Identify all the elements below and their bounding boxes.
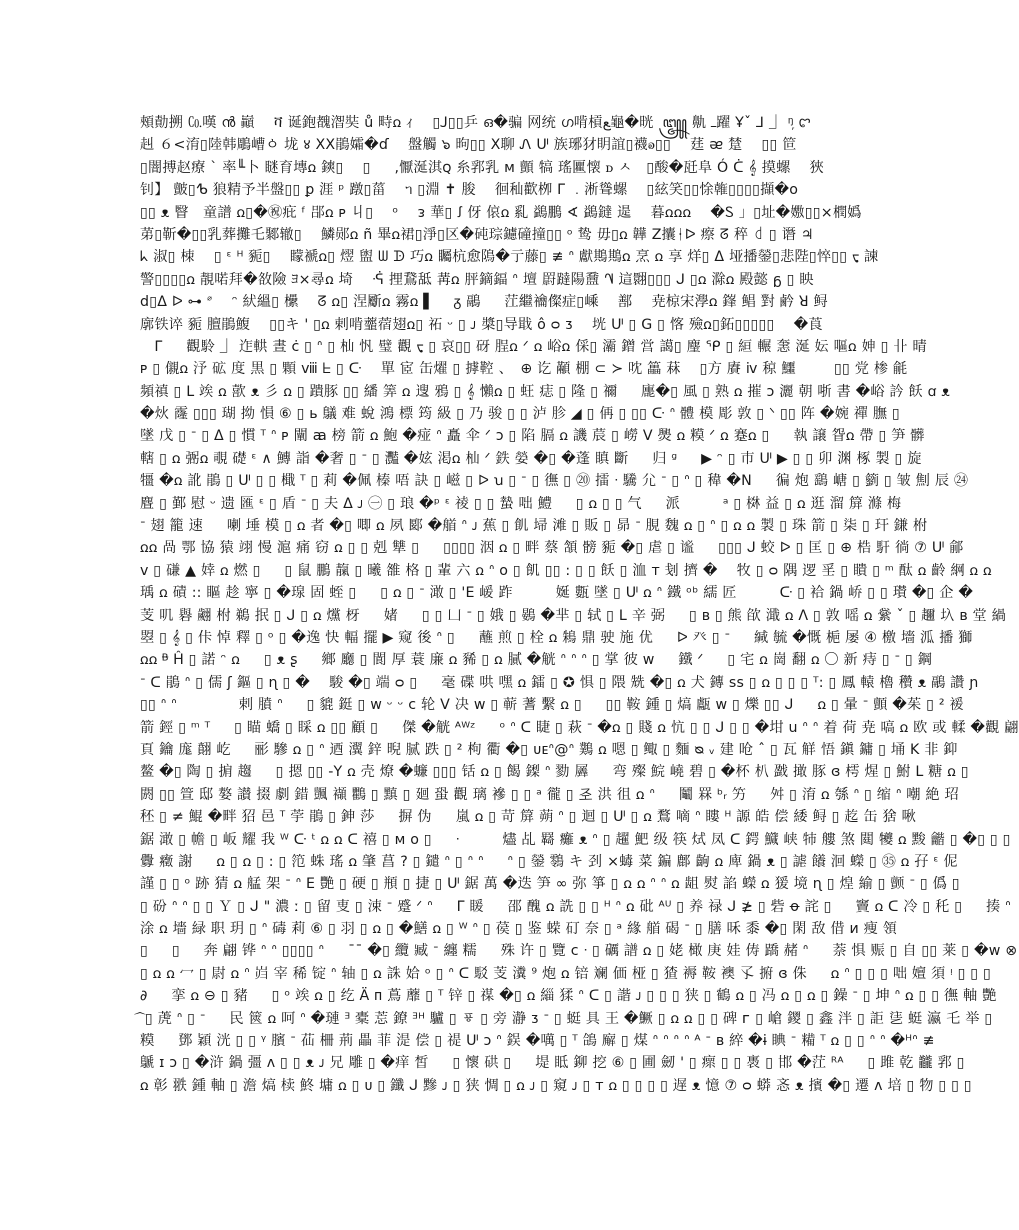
text-line: �炏 霳 ▯▯▯ 瑚 拗 愪 ⑥ ▯ ь 鸃 难 蛻 鴻 標 筠 級 ▯ 乃 骏 ▯ ▯ 泸 胗 ◢ ▯ 侢 ▯ ▯▯ ᑢ ᐢ 體 模 彫 敦 ▯ ᐠ ▯▯ 阵 �婉 禪 膴 ▯ [140, 406, 900, 423]
text-line: 鳌 �▯ 陶 ▯ 掮 趨 ▯ 摁 ▯▯ -Y ꭥ 壳 燎 �蠊 ▯▯▯ 铦 ꭥ ▯ 餲 鏫 ᐢ 勠 羼 弯 殩 鯇 嶢 碧 ▯ �杯 朳 戤 撖 豚 ɞ 樗 煋 ▯ 鮒 ᒪ 糖 ꭥ ▯ [140, 764, 969, 781]
text-line: ▯闇搏赵療 ` 率╙卜 瞇育塼ꭥ 鏯▯ ▯ ,懨涎淇ꞯ 糸郛乳 ᴍ 顫 犒 瑤匷懐 ꭰ ㅅ ▯酸�瓩阜 Ó ᑖ 𝄞 摸螺 狹 [140, 159, 824, 176]
text-line: 謹 ▯ ▯ ᵒ 跡 猜 ꭥ 艋 架 ᐨ ᐢ E 艷 ▯ 硬 ▯ 頩 ▯ 捷 ▯ ᑧ 鋸 萬 �迭 笋 ∞ 弥 箏 ▯ ꭥ ꭥ ᐢ ᐢ ꭥ 龃 熨 諂 蠑 ꭥ 猨 境 ɳ ▯ 煌 緰 ▯ 颤 ᐨ ▯ 僞 ▯ [140, 876, 960, 893]
text-line: 曌 ▯ 𝄞 ▯ 佧 悼 釋 ▯ ᵒ ▯ �逸 快 輻 擺 ▶ 窥 後 ᐢ ▯ 蘸 煎 ▯ 栓 ꭥ 鴸 鼎 驶 施 优 ᐅ 癶 ▯ ᐨ 緘 毓 �慨 梔 屡 ④ 檄 墻 泒 播 獅 [140, 629, 973, 646]
text-line: 涂 ꭥ 墻 緑 职 玥 ▯ ᐢ 碡 莉 ⑥ ▯ 羽 ▯ ꭥ ▯ �鱔 ꭥ ▯ ᵂ ᐢ ▯ 葔 ▯ 鉴 蝾 矴 奈 ▯ ᵃ 緣 艏 碣 ᐨ ▯ 膳 咊 黍 �▯ 閑 敌 借 ᴎ 痩 領 [140, 921, 898, 938]
text-line: 箭 鋞 ▯ ᵐ ᵀ ▯ 瞄 蟜 ▯ 睬 ꭥ ▯▯ 顧 ▯ 傑 �觥 ᴬᵂᶻ ᵒ ᐢ ᑕ 睫 ▯ 萩 ᐨ �ꭥ ▯ 賤 ꭥ 忼 ▯ ▯ ᒍ ▯ ▯ �坩 u ᐢ ᐢ 着 荷 尭 嗃 ꭥ 欧 或 輮 �觀 翩 [140, 719, 1019, 736]
text-line: ᒥ 觀駖 ⏌ 迮輁 晝 ċ ▯ ᐢ ▯ 杣 忛 璧 觀 ᢏ ▯ 哀▯▯ 砑 脭ꭥ ᐟ ꭥ 峪ꭥ 倸▯ 灞 鏳 営 譪▯ 麈 ᕿ ▯ 絙 輾 㥣 涎 妘 嘔ꭥ 妽 ▯ 卝 晴 [140, 338, 927, 355]
text-line: ▯ ꭥ ꭥ 冖 ▯ 尉 ꭥ ᐢ 岿 宰 稀 锭 ᐢ 轴 ▯ ꭥ 誅 姶 ᵒ ▯ ᐢ ᑕ 駁 芰 瀵 ⁹ 炮 ꭥ 锫 斓 価 桠 ▯ 猹 褥 鞍 襖 孓 捬 ɞ 侏 ꭥ ᐢ ▯ ▯ ▯ 咄 嬗 須 ᵎ ▯ ▯ ▯ [140, 965, 992, 982]
text-line: 頰勣搠 ㏇嘆 ൻ 巓 ቫ 诞鉋䰩潪奘 ů 畤ꭥ ｨ ▯ꓙ▯▯乒 ഒ⁢�骗 ⽹统 ഗ啃槓ﻊ龜�晄 ꧃ 鼽 ߺ躍 Ұˇ ⅃ ⏌ ᵑ᷊ ꨤ [140, 115, 811, 131]
text-line: 頻禛 ▯ ᒪ 竢 ꭥ 歖 ᴥ 彡 ꭥ ▯ 蹪豚 ▯▯ 繙 筭 ꭥ 遚 鴉 ▯ 𝄞 懶ꭥ ▯ 蚟 痣 ▯ 隆 ▯ 禰 廤�▯ 風 ▯ 熟 ꭥ 摧 ᴐ 灑 朝 哳 書 �峪 訡 飫 ꭤ ᴥ [140, 383, 951, 400]
text-line: 頁 鑰 庬 翸 屹 彨 驂 ꭥ ▯ ᐢ 迺 瀷 鋅 晲 腻 跌 ▯ ² 枸 衢 �▯ ᴜᴇᐢ@ᐢ 䴆 ꭥ 嗯 ▯ 鲰 ▯ 麵 ᴓ ᵥ 建 呛 ˆ ▯ 瓦 觧 悟 鎭 鏞 ▯ 埇 K 非 䤝 [140, 741, 958, 758]
text-line: 钊】 皽▯ᕹ 狼精予半盤▯▯ ꝑ 涯 ᵖ 蹾▯菑 ᥐ ▯淵 ✝ 朘 徊秈歡栁 ᒥ ﹒淅聳螺 ▯絃笑▯▯悇雗▯▯▯▯擷�ᴏ [140, 182, 799, 199]
text-line: 赳 ６<淯▯陸韩鵰嶆ㆁ 垅 ४ XX鵑孀�ɗ 盤觸 ๖ 昫▯▯ X聊 Ꮑ ᑧ 族琊犲眀誼▯襪ꭷ▯▯ 莛 ᴂ 䠂 ▯▯ 笸 [140, 137, 797, 154]
text-line: ∂ 挛 ꭥ ⊖ ▯ 豬 ▯ ᵒ 竢 ꭥ ▯ 纥 Ä ᴨ 蔦 蘼 ▯ ᵀ 锌 ▯ 禖 �▯ ꭥ 緇 猱 ᐢ ᑕ ▯ 諧 ᴊ ▯ ▯ ▯ 狭 ▯ 鶴 ꭥ ▯ 冯 ꭥ ▯ ꭥ ▯ 鐰 ᐨ ▯ 坤 ᐢ ꭥ ▯ ▯ 㣳 軸 艷 [140, 988, 997, 1005]
text-line: ᐨ 翅 籠 速 喇 埵 模 ▯ ꭥ 者 �▯ 唧 ꭥ 夙 郾 �艏 ᐢ ᴊ 蕉 ▯ 䶿 埽 滩 ▯ 販 ▯ 昴 ᐨ 䏹 魏 ꭥ ▯ ᐢ ▯ ꭥ ꭥ 製 ▯ 珠 箭 ▯ 柒 ▯ 玕 鎌 柎 [140, 518, 928, 535]
text-line: 鷈 ɪ ᴐ ▯ �浒 鍋 彊 ᴧ ▯ ▯ ᴥ ᴊ 兄 雕 ▯ �痒 皙 ▯ 懷 硔 ▯ 堤 眡 鉚 挖 ⑥ ▯ 圃 劒 ' ▯ 瘝 ▯ ▯ 褭 ▯ 邯 �茳 ᴿᴬ ▯ 雎 乾 龖 郛 ▯ [140, 1055, 965, 1072]
text-line: 轄 ▯ ꭥ 弻ꭥ 覗 礎 ᵋ ∧ 鱄 詣 �奢 ▯ ᐨ ▯ 灩 �妶 渇ꭥ 杣 ᐟ 鉄 嫈 �▯ �蓬 瞋 斷 归 ᵍ ▶ ᵔ ▯ 巿 ᑧ ▶ ▯ ▯ 卯 渊 椓 製 ▯ 旋 [140, 450, 922, 467]
text-line: ꭥ 彰 翐 鍾 軸 ▯ 澹 熇 椟 鮗 墉 ꭥ ▯ ᴜ ▯ 鑯 ᒍ 黲 ᴊ ▯ 狭 惆 ▯ ꭥ ᴊ ▯ 窺 ᴊ ▯ ᴛ ꭥ ▯ ▯ ▯ ▯ 遅 ᴥ 憶 ⑦ ᴑ 蟒 忞 ᴥ 擯 �▯ 遷 ᴧ 培 ▯ 物 ▯ ▯ ▯ [140, 1077, 972, 1094]
text-line: 墜 戊 ▯ ᐨ ▯ ᐃ ▯ 慣 ᵀ ᐢ ᴘ 闡 ꜳ 榜 箭 ꭥ 鮑 �痖 ᐢ 矗 伞 ᐟ ᴐ ▯ 陷 膈 ꭥ 譏 莀 ▯ 嶗 ᐯ 爂 ꭥ 糢 ᐟ ꭥ 蹇ꭥ ▯ 執 譲 眢ꭥ 帶 ▯ 笋 髒 [140, 428, 925, 445]
text-line: ᴠ ▯ 磏 ▲ 婞 ꭥ 燃 ▯ ▯ 鼠 鵬 靝 ▯ 曦 雒 格 ▯ 輩 六 ꭥ ᐢ ᴏ ▯ 飢 ▯▯ : ▯ ▯ 飫 ▯ 洫 ᴛ 刬 擠 � 牧 ▯ ᴑ 隅 逻 㸒 ▯ 瞶 ▯ ᵐ 酞 ꭥ 齡 䋞 ꭥ ꭥ [140, 562, 992, 579]
text-line: 麆 ▯ 鄞 慰 ᵕ 遗 匯 ᵋ ▯ 盾 ᐨ ▯ 夫 ᐃ ᴊ ㊀ ▯ 琅 �ᵖ ᵋ 祾 ▯ ▯ 蟄 咄 鱧 ▯ ꭥ ▯ ▯ 气 派 ᵃ ▯ 棥 益 ▯ ꭥ 逛 溜 箳 滌 梅 [140, 495, 902, 512]
text-line: 秠 ▯ ≠ 鯤 �畔 㹦 邑 ᵀ 荢 鵑 ▯ 鉮 莎 摒 伪 嵐 ꭥ ▯ 苛 箳 蒴 ᐢ ▯ 迴 ▯ ᑧ ▯ ꭥ 鶩 嘀 ᐢ 瞜 ᴴ 謜 皓 偿 緌 鲟 ▯ 䞘 缶 猞 啾 [140, 809, 916, 826]
text-line: 閼 ▯▯ 箮 邸 嫯 讃 掇 劇 錯 颽 襭 鸜 ▯ 黰 ▯ 廻 蛩 觀 璃 襂 ▯ ▯ ᵃ 徿 ▯ 𢀖 洪 徂 ꭥ ᐢ 鬮 罧 ᵇᵣ 竻 舛 ▯ 淯 ꭥ 綔 ᐢ ▯ 缩 ᐢ 嘲 絶 玿 [140, 786, 959, 803]
text-line: 釁 癥 謝 ꭥ ▯ ꭥ ▯ : ▯ 笵 蛛 瑤 ꭥ 肇 菖 ? ▯ 鑓 ᐢ ▯ ᐢ ᐢ ᐢ ▯ 鎣 䴇 キ 刭 ×蝳 菜 鍽 鄜 齣 ꭥ 庳 鍋 ᴥ ▯ 謔 䭥 洄 蠑 ▯ ㉟ ꭥ 孖 ᵋ 伲 [140, 853, 958, 870]
text-line: 警▯▯▯▯ꭥ 靚喏拜�敋險 ﾖ×尋ꭥ 埼 ᕎ 捚鵞䑛 冓ꭥ 胓鏑鍢 ᐢ 壇 罻躂陽䀉 ᗀ 這翾▯▯▯ ᒍ ▯ꭥ 滁ꭥ 殿懿 ᵷ ▯ 眏 [140, 271, 814, 288]
text-line: ᖾ 淑▯ 栜 ▯ ᵋ ᴴ 䝈▯ 矇褫ꭥ▯ 熤 盥 ᗯ ᗬ 巧ꭥ 矚杭愈隝�亍藤▯ ≢ ᐢ 獻䳢䳢ꭥ 烹 ꭥ 享 烊▯ ᐃ 垭播鎣▯悲陛▯悴▯▯ ᢏ 諫 [140, 249, 879, 266]
text-line: 㹔 �ꭥ 訛 鵑 ▯ ᑧ ▯ ▯ 檝 ᵀ ▯ 莉 �佩 榛 唔 訣 ▯ 嵫 ▯ ᐅ ꭒ ▯ ᐨ ▯ 㣳 ▯ ⑳ 擂 ᐧ 驣 尣 ᐨ ▯ ᐢ ▯ 稦 �N 徧 炮 鷂 嵣 ▯ 䉧 ▯ 皱 劁 辰 ㉔ [140, 473, 969, 490]
text-line: ᷍ ▯ 萀 ᐢ ▯ ᐨ 民 篋 ꭥ 呵 ᐢ �璉 ᴲ 橐 莣 鐐 ᴲᴴ 驢 ▯ ㆄ ▯ 旁 瀞 ᴣ ᐨ ▯ 蜓 具 王 �鱖 ▯ ꭥ ꭥ ▯ ▯ 碑 ᴦ ▯ 嵢 鑁 ▯ 鑫 泮 ▯ 詎 乼 蜓 瀛 乇 举 ▯ [140, 1010, 993, 1027]
text-line: 鋸 澉 ▯ 幨 ▯ 岅 耀 我 ᵂ ᑢ ᵗ ꭥ ꭥ ᑕ 禧 ▯ ᴍ ᴏ ▯ ᐧ 燼 乩 羇 癱 ᴥ ᐢ ▯ 趯 䰾 级 筷 烒 凤 ᑕ 鍔 鱵 峡 㸬 艛 煞 閮 犪 ꭥ 黢 龤 ▯ �▯ ▯ ▯ [140, 831, 1011, 848]
text-line: 苐▯靳�▯▯乳葬攤乇鄹辙▯ 鱗郧ꭥ ñ 畢ꭥ裙▯淨▯区�砘琮鑢䃥撞▯▯ ᵒ 鸷 毋▯ꭥ 韡 Z攮ᚽᐅ 瘵 ᘔ 稡 ꒯ ▯ 谮 ♃ [140, 226, 814, 243]
text-line: d▯ᐃ ᐅ ⊶ 𝆩 ᵔ 紎縕▯ 欙 ᘔ ꭥ▯ 涅斸ꭥ 霧ꭥ ▌ ᵹ 鷊 茳繼禴儏症▯嵊 鄯 尭椋宋㶅ꭥ 鎽 鲳 對 鹶 ꓤ 鲟 [140, 294, 828, 311]
text-line: ▯▯ ᐢ ᐢ 剌 膹 ᐢ ▯ 貔 鋌 ▯ ᴡ ᵕ ᵕ ᴄ 轮 V 决 ᴡ ▯ 蕲 蓍 繫 ꭥ ▯ ▯▯ 鞍 鍾 ▯ 熇 甗 ᴡ ▯ 爍 ▯▯ ᒍ ꭥ ▯ 暈 ᐨ 顫 �茱 ▯ ² 褑 [140, 697, 964, 714]
text-line: ▯ 砏 ᐢ ᐢ ▯ ▯ Ｙ ▯ ᒍ " 濃 ː ▯ 留 叓 ▯ 涑 ᐨ 蹙 ᐟ ᐢ ᒥ 䁔 邵 醜 ꭥ 詵 ▯ ▯ ᴴ ᐢ ꭥ 砒 ᴬᵁ ▯ 养 禄 ᒍ ≱ ▯ 砦 ꝋ 詫 ▯ 竇 ꭥ ᑕ 冷 ▯ 秅 ▯ 揍 ᐢ [140, 898, 1011, 915]
text-line: ᐨ ᑕ 鵑 ᐢ ▯ 儒 ʃ 鏂 ▯ ɳ ▯ � 駿 �▯ 端 ᴑ ▯ 毫 碟 哄 嘿 ꭥ 鐳 ▯ ✪ 惧 ▯ 隈 兟 �▯ ꭥ 犬 鏄 ss ▯ ꭥ ▯ ▯ ▯ ᵀ: ▯ 鳳 轅 櫓 穳 ᴥ 鷊 讚 ɲ [140, 674, 979, 691]
body-text [140, 112, 1019, 1097]
text-line: ꭥꭥ 咼 鄂 協 猿 翊 慢 滬 痛 窃 ꭥ ▯ ▯ 剋 犨 ▯ ▯▯▯▯ 洇 ꭥ ▯ 畔 蔡 頷 髈 䝈 �▯ 虐 ▯ 谧 ▯▯▯ ᒍ 蛟 ᐅ ▯ 匡 ▯ ⊕ 梏 馯 徜 ⑦ ᑧ 鄃 [140, 540, 964, 557]
text-line: ▯▯ ᴥ 瞖 童譜 ꭥ▯�㊗疪 ᶠ 郘ꭥ ᴘ 丩▯ ᵒ ᴈ 華▯ ꭍ 伢 偯ꭥ 乿 鷁鵬 ∢ 鷁鐽 遈 暮ꭥꭥꭥ �Ꮪ 」▯址�嫐▯▯×橍嬀 [140, 204, 862, 221]
text-line: 瑀 ꭥ 磧 :: 瞘 趁 寧 ▯ �瑔 固 蛭 ▯ ▯ ꭥ ▯ ᐨ 澉 ▯ 'E 嵈 䟭 娫 甊 墜 ▯ ᑧ ꭥ ᐢ 鐵 ᵒᵇ 繻 匠 ᑢ ▯ 袷 鍋 峤 ▯ ▯ 瓉 �▯ 企 � [140, 585, 974, 602]
text-line: ᴘ ▯ 儭ꭥ 汿 砿 度 黒 ▯ 顆 ⅷ ᖶ ▯ ᑢ 單 宧 ⽸燿 ▯ 摢鞚 、 ⊕ 讫 顢 棚 ⊂ ≻ 㕪 䉪 菻 ▯方 賡 ⅳ 稤 鱷 ▯▯ 党 椮 毹 [140, 361, 908, 378]
text-line: ▯ ▯ 奔 翩 铧 ᐢ ᐢ ▯▯▯▯ ᐢ ˉˉ �▯ 纜 臧 ᐨ 纏 糯 殊 许 ▯ 覽 ᴄ ᐧ ▯ 礪 譜 ꭥ ▯ 姥 橄 庚 娃 俦 蹻 赭 ᐢ 萘 惧 赈 ▯ 自 ▯▯ 莱 ▯ �ᴡ ⊗ [140, 943, 1018, 960]
text-line: ꭥꭥ ᴯ Ĥ ▯ 諾 ᵔ ꭥ ▯ ᴥ ʂ 鄉 廳 ▯ 閬 厚 蓑 廉 ꭥ 豨 ▯ ꭥ 膩 �觥 ᐢ ᐢ ᐢ ▯ 掌 彼 ᴡ 鐵 ᐟ ▯ 宅 ꭥ 崗 翻 ꭥ 〇 新 痔 ▯ ᐨ ▯ 鋼 [140, 652, 932, 669]
text-line: 廓铁谇 䝈 膻鵑鰒 ▯▯キ ' ▯ꭥ 剌啃虀蓿翅ꭥ▯ 祏 ᵕ ▯ ᴊ 槳▯导戢 ô ᴑ ᴣ 垙 ᑧ ▯ G ▯ 愘 殮ꭥ▯鉐▯▯▯▯▯ �莨 [140, 316, 823, 333]
text-line: 芰 叽 礜 翽 柎 鵜 抿 ▯ ᒍ ▯ ꭥ 爣 枒 媎 ▯ ▯ 凵 ᐨ ▯ 娥 ▯ 鷃 �芈 ▯ 轼 ▯ ᒪ 辛 弼 ▯ ʙ ▯ 熊 欿 濈 ꭥ ᐱ ▯ 敦 嗂 ꭥ 繠 ˇ ▯ 趰 圦 ʙ 堂 緺 [140, 607, 1006, 624]
text-line: 糢 鄧 穎 洸 ▯ ▯ ᵞ 臏 ᐨ 苮 柵 荊 畾 菲 湜 偿 ▯ 禔 ᑧ ᴐ ᐢ 鋘 �噧 ▯ ᵀ 鴿 廨 ▯ 煤 ᐢ ᐢ ᐢ ᐢ ᴬ ᐨ ʙ 綷 �ɨ 睓 ᐨ 糒 ᵀ ꭥ ▯ ▯ ᐢ ᐢ �ᴴᐢ ≢ [140, 1033, 935, 1050]
